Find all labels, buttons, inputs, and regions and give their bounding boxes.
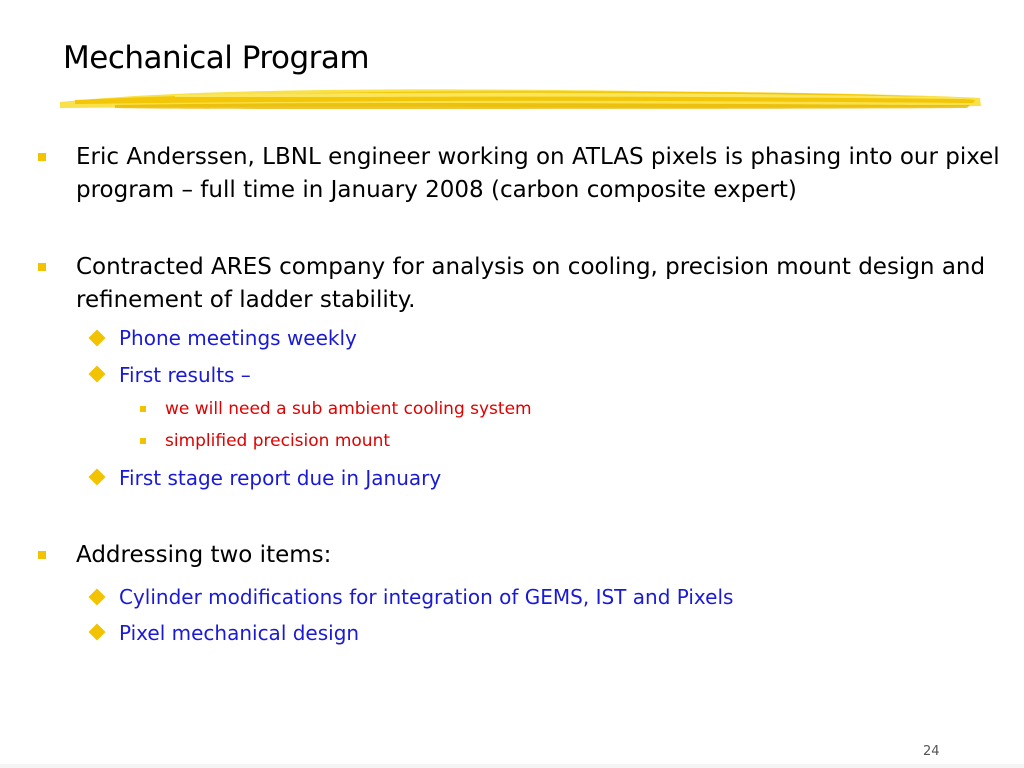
footer-strip [0,764,1024,768]
bullet-marker [38,551,46,559]
diamond-bullet-icon [89,469,106,486]
bullet-marker [140,406,146,412]
bullet-marker [140,438,146,444]
bullet-2: Contracted ARES company for analysis on cooling, precision mount design and refinement of ladder stability. [76,254,986,313]
sub-sub-bullet-cooling: we will need a sub ambient cooling system [165,399,532,419]
bullet-marker [38,153,46,161]
sub-bullet-cylinder: Cylinder modifications for integration of GEMS, IST and Pixels [119,585,734,609]
slide-title: Mechanical Program [63,40,370,76]
sub-bullet-phone-meetings: Phone meetings weekly [119,326,357,350]
sub-bullet-first-results: First results – [119,363,251,387]
diamond-bullet-icon [89,589,106,606]
sub-sub-bullet-mount: simplified precision mount [165,431,391,451]
page-number: 24 [923,744,940,759]
bullet-3: Addressing two items: [76,542,332,568]
diamond-bullet-icon [89,366,106,383]
sub-bullet-pixel-design: Pixel mechanical design [119,621,360,645]
diamond-bullet-icon [89,330,106,347]
sub-bullet-report: First stage report due in January [119,466,442,490]
bullet-1: Eric Anderssen, LBNL engineer working on ATLAS pixels is phasing into our pixel program – full time in January 2008 (carbon composite expert) [76,144,1000,203]
diamond-bullet-icon [89,624,106,641]
bullet-marker [38,263,46,271]
